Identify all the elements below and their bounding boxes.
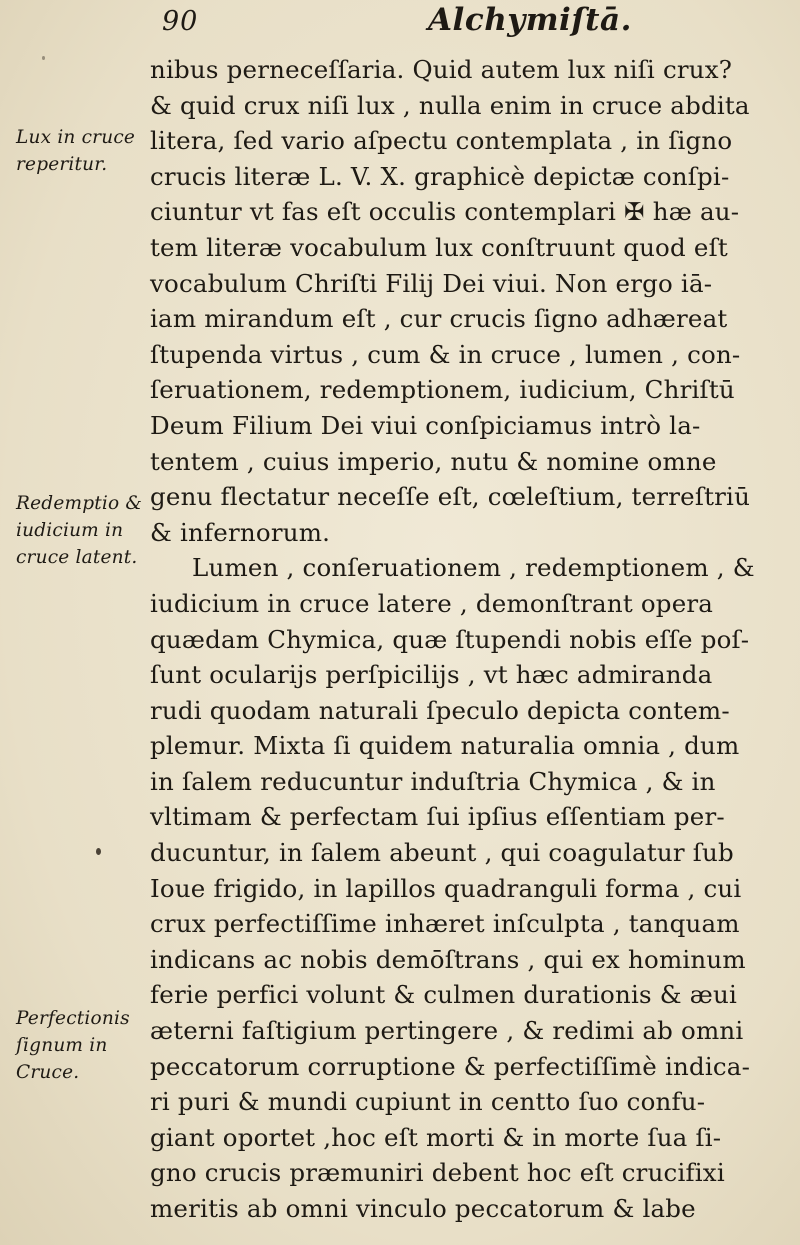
text-line: indicans ac nobis demōſtrans , qui ex hominum [150, 944, 746, 974]
text-line: ſtupenda virtus , cum & in cruce , lumen , con- [150, 339, 741, 369]
text-line: iam mirandum eſt , cur crucis ſigno adhæreat [150, 304, 728, 334]
running-head: Alchymiſtā. [428, 2, 632, 38]
text-line: ſunt ocularijs perſpicilijs , vt hæc admiranda [150, 660, 713, 690]
margin-note-line: cruce latent. [16, 547, 138, 568]
text-line: Lumen , conſeruationem , redemptionem , & [192, 553, 755, 583]
text-line: crux perfectiſſime inhæret inſculpta , tanquam [150, 909, 740, 939]
margin-note-line: Cruce. [16, 1062, 80, 1083]
text-line: rudi quodam naturali ſpeculo depicta contem- [150, 695, 730, 725]
text-line: meritis ab omni vinculo peccatorum & labe [150, 1194, 696, 1223]
margin-note-line: Lux in cruce [16, 127, 136, 148]
text-line: tem literæ vocabulum lux conſtruunt quod eſt [150, 232, 728, 262]
margin-note-lux-in-cruce [16, 124, 148, 178]
text-line: crucis literæ L. V. X. graphicè depictæ conſpi- [150, 161, 730, 191]
margin-note-redemptio [16, 490, 148, 571]
text-line: genu flectatur neceſſe eſt, cœleſtium, terreſtriū [150, 482, 751, 512]
margin-note-line: Redemptio & [16, 493, 143, 514]
text-line: æterni faſtigium pertingere , & redimi ab omni [150, 1016, 744, 1046]
body-text [150, 52, 782, 1227]
margin-note-line: reperitur. [16, 154, 108, 175]
text-line: & infernorum. [150, 517, 331, 547]
text-line: Deum Filium Dei viui conſpiciamus intrò la- [150, 410, 701, 440]
text-line: ri puri & mundi cupiunt in centto ſuo confu- [150, 1087, 706, 1117]
page-header [0, 0, 800, 50]
ink-speck [42, 56, 45, 60]
text-line: litera, ſed vario aſpectu contemplata , in ſigno [150, 126, 733, 156]
text-line: iudicium in cruce latere , demonſtrant opera [150, 588, 714, 618]
ink-speck [96, 848, 101, 855]
text-line: & quid crux niſi lux , nulla enim in cruce abdita [150, 90, 750, 120]
text-line: quædam Chymica, quæ ſtupendi nobis eſſe poſ- [150, 624, 750, 654]
text-line: gno crucis præmuniri debent hoc eſt crucifixi [150, 1158, 725, 1188]
page-number: 90 [162, 6, 199, 37]
text-line: ſeruationem, redemptionem, iudicium, Chriſtū [150, 375, 735, 405]
margin-note-line: iudicium in [16, 520, 124, 541]
text-line: tentem , cuius imperio, nutu & nomine omne [150, 446, 717, 476]
margin-note-line: Perfectionis [16, 1008, 130, 1029]
text-line: vltimam & perfectam ſui ipſius eſſentiam per- [150, 802, 725, 832]
text-line: Ioue frigido, in lapillos quadranguli forma , cui [150, 873, 742, 903]
text-line: giant oportet ,hoc eſt morti & in morte ſua ſi- [150, 1122, 722, 1152]
text-line: nibus perneceſſaria. Quid autem lux niſi crux? [150, 55, 733, 84]
text-line: ferie perfici volunt & culmen durationis & æui [150, 980, 738, 1010]
text-line: peccatorum corruptione & perfectiſſimè indica- [150, 1051, 751, 1081]
text-line: ciuntur vt fas eſt occulis contemplari ✠ hæ au- [150, 197, 740, 227]
text-line: in ſalem reducuntur induſtria Chymica , & in [150, 766, 716, 796]
text-line: plemur. Mixta ſi quidem naturalia omnia , dum [150, 731, 740, 761]
margin-note-line: ſignum in [16, 1035, 108, 1056]
margin-note-perfectionis [16, 1005, 148, 1086]
text-line: vocabulum Chriſti Filij Dei viui. Non ergo iā- [150, 268, 713, 298]
text-line: ducuntur, in ſalem abeunt , qui coagulatur ſub [150, 838, 734, 868]
